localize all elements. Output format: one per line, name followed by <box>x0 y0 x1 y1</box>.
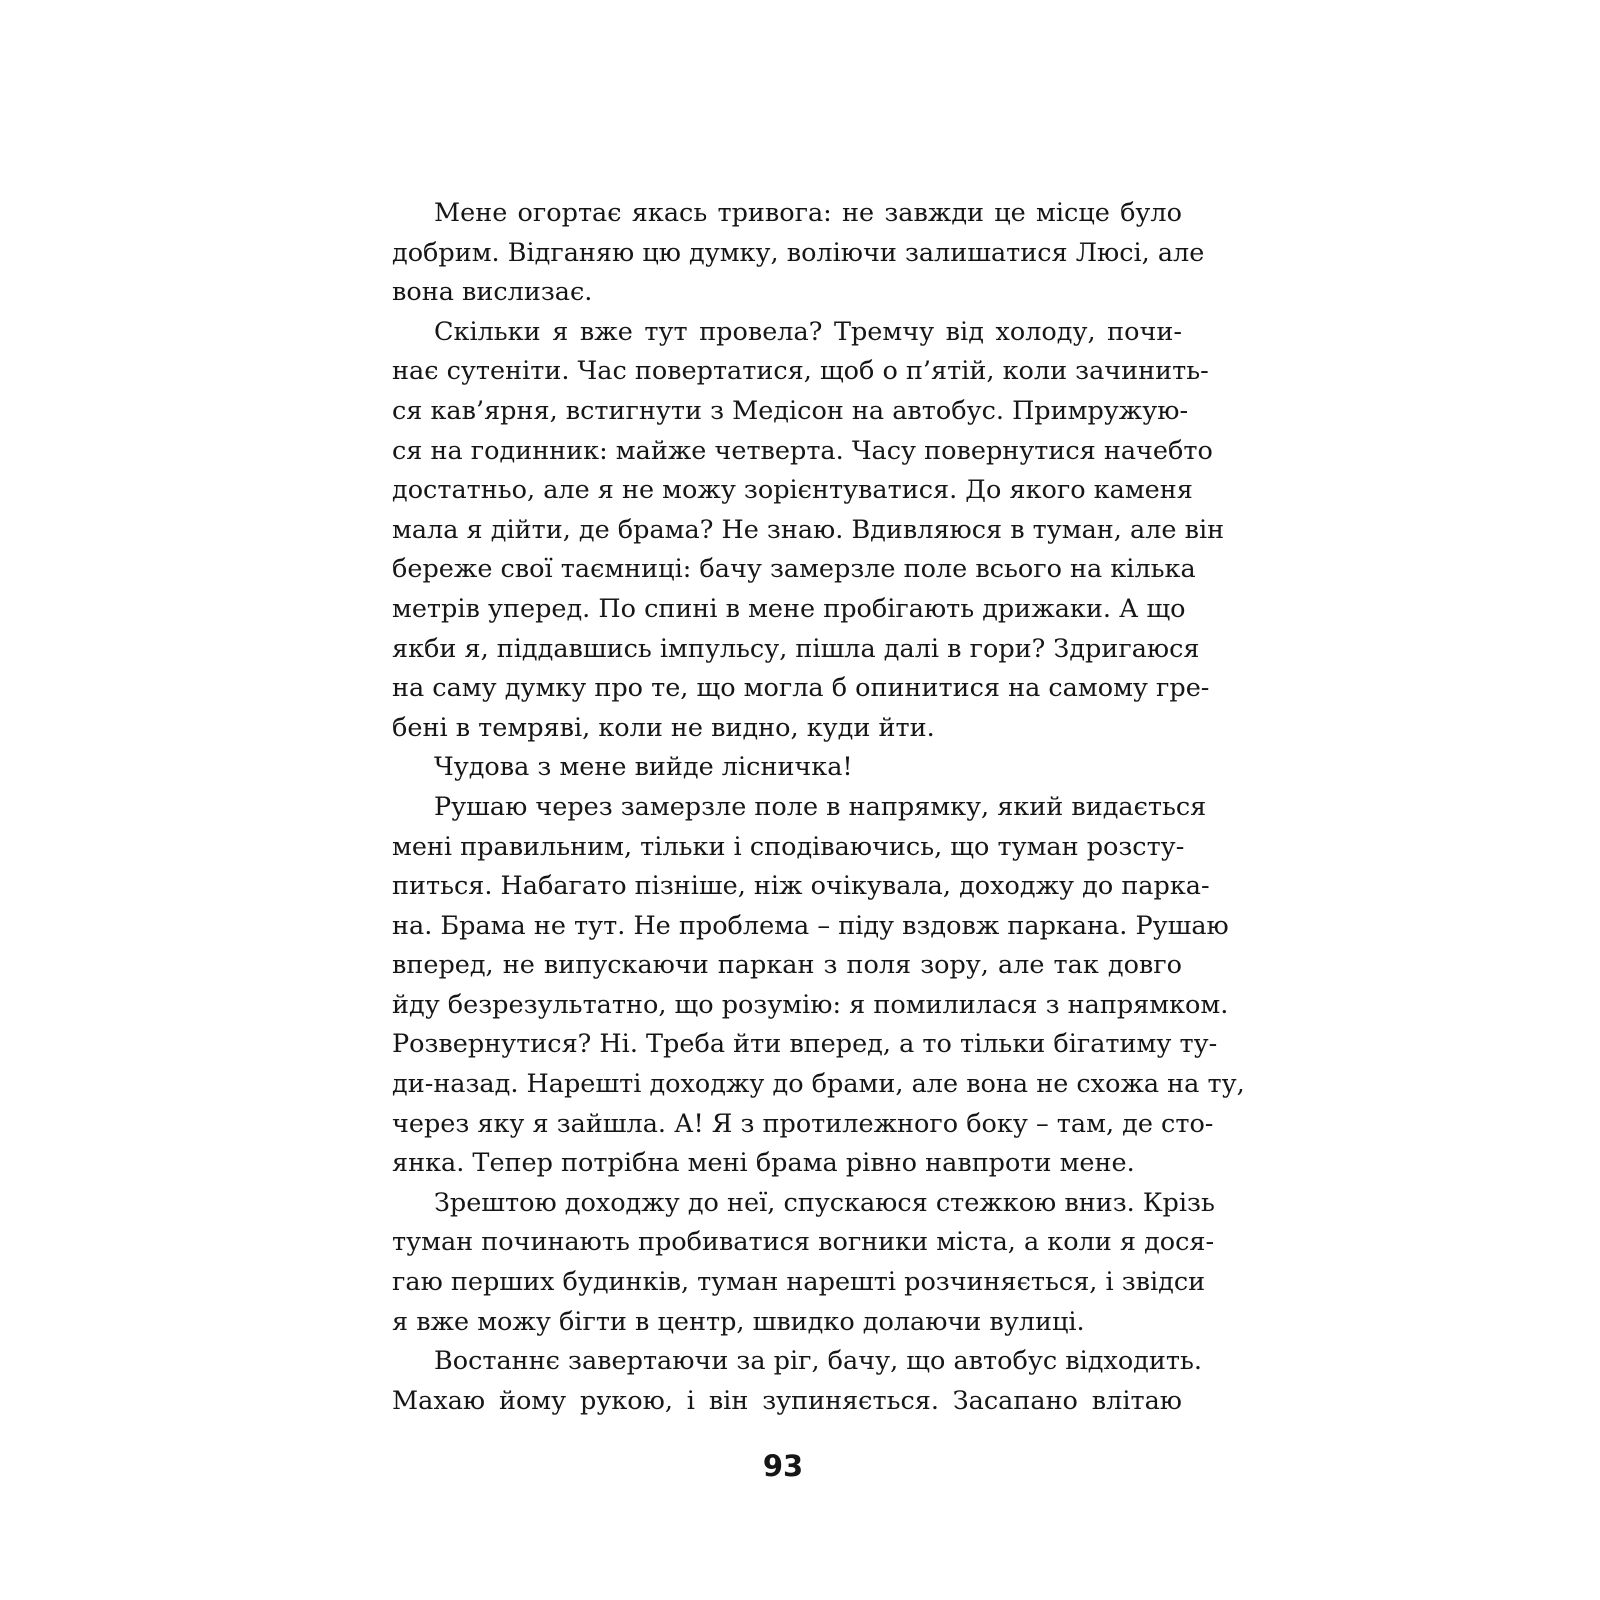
paragraph <box>392 313 1225 749</box>
text-line: ся на годинник: майже четверта. Часу повернутися начебто <box>392 435 1213 466</box>
paragraph <box>392 748 1182 788</box>
text-line: янка. Тепер потрібна мені брама рівно навпроти мене. <box>392 1148 1135 1179</box>
text-line: нає сутеніти. Час повертатися, щоб о п’ятій, коли зачинить- <box>392 356 1209 387</box>
text-line: вона вислизає. <box>392 277 593 308</box>
text-line: добрим. Відганяю цю думку, воліючи залишатися Люсі, але <box>392 237 1205 268</box>
text-line: Рушаю через замерзле поле в напрямку, який видається <box>434 791 1207 822</box>
paragraph <box>392 194 1205 313</box>
text-line: береже свої таємниці: бачу замерзле поле всього на кілька <box>392 554 1196 585</box>
text-line: Зрештою доходжу до неї, спускаюся стежкою вниз. Крізь <box>434 1187 1215 1218</box>
text-line: мала я дійти, де брама? Не знаю. Вдивляюся в туман, але він <box>392 514 1225 545</box>
text-line: ся кав’ярня, встигнути з Медісон на автобус. Примружую- <box>392 395 1189 426</box>
text-line: якби я, піддавшись імпульсу, пішла далі в гори? Здригаюся <box>392 633 1200 664</box>
text-line: мені правильним, тільки і сподіваючись, що туман розсту- <box>392 831 1185 862</box>
text-line: через яку я зайшла. А! Я з протилежного боку – там, де сто- <box>392 1108 1214 1139</box>
text-line: вперед, не випускаючи паркан з поля зору, але так довго <box>392 950 1182 981</box>
text-line: Махаю йому рукою, і він зупиняється. Засапано влітаю <box>392 1385 1182 1416</box>
paragraph <box>392 788 1245 1184</box>
page-text-block <box>392 194 1245 1421</box>
text-line: Чудова з мене вийде лісничка! <box>434 752 853 783</box>
page-number: 93 <box>762 1449 804 1483</box>
paragraph <box>392 1184 1215 1342</box>
text-line: гаю перших будинків, туман нарешті розчиняється, і звідси <box>392 1267 1206 1298</box>
text-line: достатньо, але я не можу зорієнтуватися. До якого каменя <box>392 475 1193 506</box>
text-line: питься. Набагато пізніше, ніж очікувала, доходжу до парка- <box>392 871 1210 902</box>
text-line: туман починають пробиватися вогники міста, а коли я дося- <box>392 1227 1215 1258</box>
text-line: Скільки я вже тут провела? Тремчу від холоду, почи- <box>434 316 1182 347</box>
text-line: ди-назад. Нарешті доходжу до брами, але вона не схожа на ту, <box>392 1069 1245 1100</box>
text-line: на саму думку про те, що могла б опинитися на самому гре- <box>392 673 1210 704</box>
text-line: йду безрезультатно, що розумію: я помилилася з напрямком. <box>392 989 1229 1020</box>
text-line: Розвернутися? Ні. Треба йти вперед, а то тільки бігатиму ту- <box>392 1029 1218 1060</box>
paragraph <box>392 1342 1202 1421</box>
text-line: на. Брама не тут. Не проблема – піду вздовж паркана. Рушаю <box>392 910 1229 941</box>
text-line: Мене огортає якась тривога: не завжди це місце було <box>434 198 1182 228</box>
text-line: метрів уперед. По спині в мене пробігають дрижаки. А що <box>392 593 1186 624</box>
text-line: бені в темряві, коли не видно, куди йти. <box>392 712 935 743</box>
text-line: Востаннє завертаючи за ріг, бачу, що автобус відходить. <box>434 1346 1202 1377</box>
text-line: я вже можу бігти в центр, швидко долаючи вулиці. <box>392 1306 1085 1337</box>
